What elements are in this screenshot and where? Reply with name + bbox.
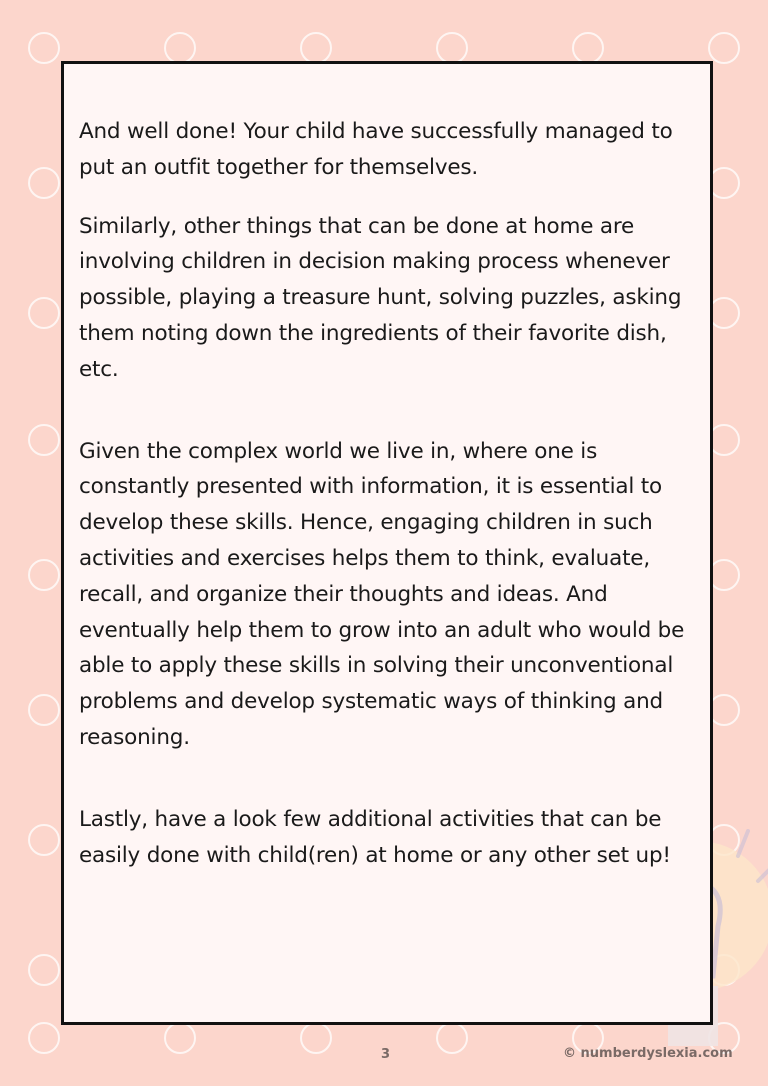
decorative-circle — [28, 297, 60, 329]
decorative-circle — [708, 32, 740, 64]
site-credit: © numberdyslexia.com — [563, 1046, 733, 1061]
decorative-circle — [28, 824, 60, 856]
paragraph: Given the complex world we live in, where one is constantly presented with information, it is essential to develop these skills. Hence, engaging children in such activities and exercises helps them to think, evaluate, recall, and organize their thoughts and ideas. And eventually help them to grow into an adult who would be able to apply these skills in solving their unconventional problems and develop systematic ways of thinking and reasoning. — [79, 438, 685, 750]
decorative-circle — [164, 1022, 196, 1054]
paragraph: Lastly, have a look few additional activities that can be easily done with child(ren) at home or any other set up! — [79, 806, 671, 868]
decorative-circle — [300, 1022, 332, 1054]
decorative-circle — [436, 32, 468, 64]
decorative-circle — [164, 32, 196, 64]
decorative-circle — [436, 1022, 468, 1054]
decorative-circle — [572, 32, 604, 64]
decorative-circle — [28, 32, 60, 64]
document-body — [79, 114, 709, 896]
paragraph: And well done! Your child have successfully managed to put an outfit together for themselves. — [79, 119, 673, 180]
decorative-circle — [28, 559, 60, 591]
decorative-circle — [28, 954, 60, 986]
decorative-circle — [28, 424, 60, 456]
page-number: 3 — [381, 1047, 391, 1062]
decorative-circle — [300, 32, 332, 64]
content-frame — [61, 61, 713, 1025]
decorative-circle — [28, 694, 60, 726]
decorative-circle — [28, 1022, 60, 1054]
paragraph: Similarly, other things that can be done at home are involving children in decision making process whenever possible, playing a treasure hunt, solving puzzles, asking them noting down the ingredients of their favorite dish, etc. — [79, 213, 682, 382]
decorative-circle — [28, 167, 60, 199]
